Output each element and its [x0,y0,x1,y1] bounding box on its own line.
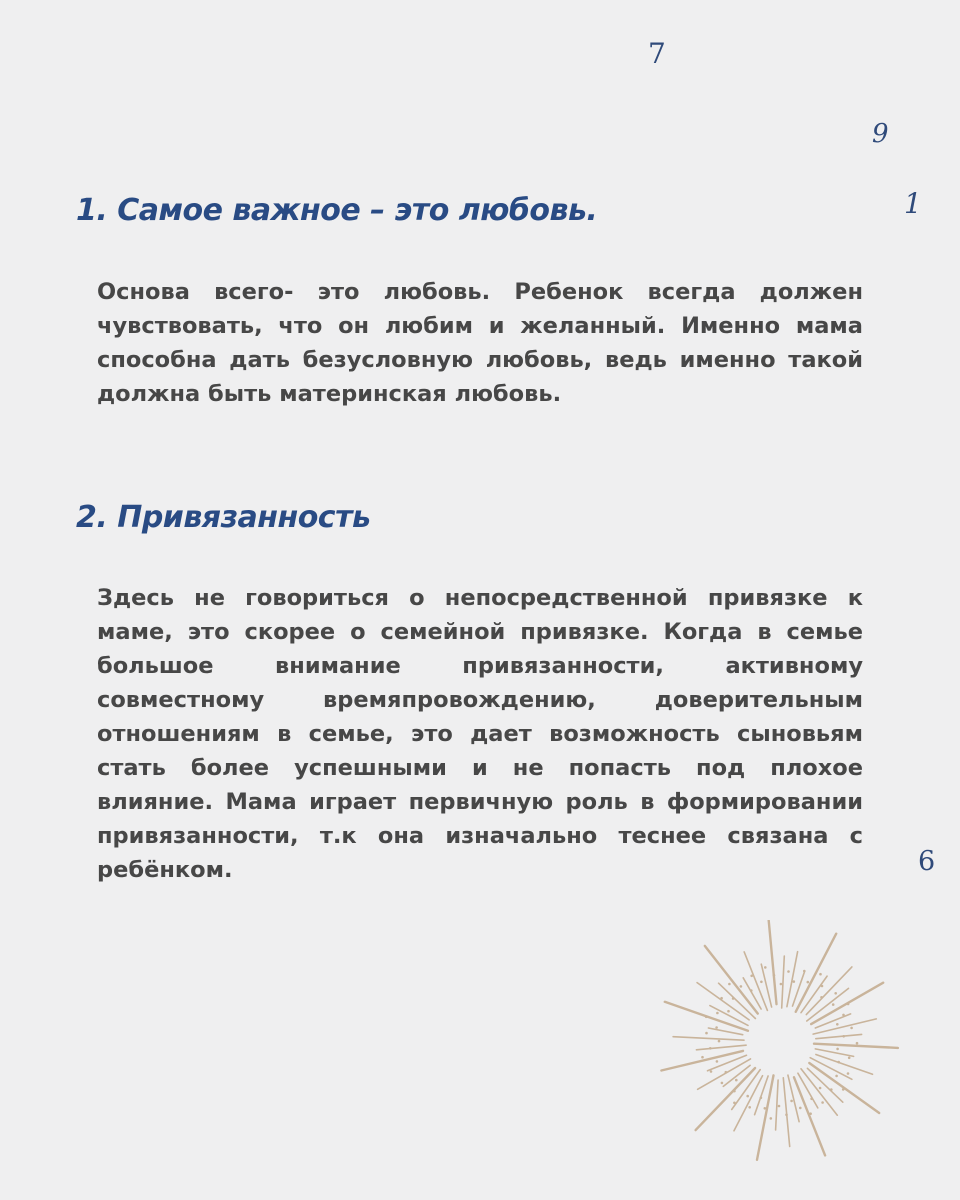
sunburst-dot [835,1075,838,1078]
sunburst-ray [788,1075,799,1122]
sunburst-dot [842,1088,845,1091]
sunburst-dot [785,1113,788,1116]
sunburst-dot [842,1014,845,1017]
sunburst-dot [750,975,753,978]
sunburst-dot [799,1107,802,1110]
sunburst-dot [746,1095,749,1098]
sunburst-dot [740,985,743,988]
sunburst-dot [732,997,735,1000]
sunburst-dot [709,1047,712,1050]
sunburst-dot [710,1070,713,1073]
sunburst-dot [773,974,776,977]
sunburst-dot [735,1079,738,1082]
sunburst-dot [748,1106,751,1109]
sunburst-dot [720,997,723,1000]
sunburst-dot [820,996,823,999]
sunburst-dot [733,1102,736,1105]
decorative-number-1: 1 [904,187,922,220]
sunburst-dot [733,1090,736,1093]
sunburst-ray [673,1037,744,1041]
sunburst-ray [776,1080,779,1130]
decorative-number-9: 9 [872,119,889,149]
sunburst-ray [813,1019,876,1034]
sunburst-dot [778,1105,781,1108]
sunburst-dot [764,1107,767,1110]
sunburst-ray [696,1068,756,1130]
sunburst-ray [696,1045,746,1050]
sunburst-dot [819,973,822,976]
sunburst-ray [814,1044,898,1048]
sunburst-dot [701,1056,704,1059]
sunburst-dot [705,1016,708,1019]
sunburst-dot [793,980,796,983]
sunburst-dot [836,1023,839,1026]
sunburst-ray [705,946,758,1014]
sunburst-dot [780,983,783,986]
sunburst-dot [790,1100,793,1103]
sunburst-dot [760,981,763,984]
sunburst-ray [708,1028,742,1035]
section-heading-attachment: 2. Привязанность [76,500,371,535]
sunburst-dot [847,1003,850,1006]
sunburst-dot [725,1071,728,1074]
sunburst-dot [810,1098,813,1101]
sunburst-dot [718,1040,721,1043]
sunburst-dot [728,983,731,986]
sunburst-dot [836,1048,839,1051]
decorative-number-7: 7 [648,37,666,70]
sunburst-dot [803,970,806,973]
sunburst-dot [809,1112,812,1115]
sunburst-icon [660,920,910,1180]
sunburst-ray [815,1049,853,1057]
sunburst-dot [716,1060,719,1063]
section-heading-love: 1. Самое важное – это любовь. [76,193,598,228]
sunburst-dot [764,966,767,969]
sunburst-dot [856,1042,859,1045]
sunburst-dot [830,1088,833,1091]
sunburst-dot [705,1032,708,1035]
sunburst-ray [793,971,805,1006]
sunburst-dot [837,1061,840,1064]
sunburst-dot [821,1101,824,1104]
sunburst-dot [770,1117,773,1120]
sunburst-dot [834,992,837,995]
sunburst-dot [750,989,753,992]
sunburst-ray [796,934,837,1012]
sunburst-ray [816,1034,862,1038]
section-text-love: Основа всего- это любовь. Ребенок всегда должен чувствовать, что он любим и желанный. Именно мама способна дать безусловную любовь, ведь именно такой должна быть материнская любовь. [97,279,863,407]
section-text-attachment: Здесь не говориться о непосредственной привязке к маме, это скорее о семейной привязке. Когда в семье большое внимание привязанности, активному совместному времяпровождению, доверительным отношениям в семье, это дает возможность сыновьям стать более успешными и не попасть под плохое влияние. Мама играет первичную роль в формировании привязанности, т.к она изначально теснее связана с ребёнком. [97,585,863,883]
sunburst-dot [715,1026,718,1029]
sunburst-dot [727,1010,730,1013]
sunburst-dot [807,981,810,984]
sunburst-dot [848,1057,851,1060]
sunburst-dot [850,1027,853,1030]
sunburst-dot [842,1035,845,1038]
sunburst-dot [832,1003,835,1006]
sunburst-dot [716,1012,719,1015]
sunburst-dot [721,1082,724,1085]
sunburst-dot [847,1072,850,1075]
sunburst-dot [760,1097,763,1100]
sunburst-ray [769,921,777,1005]
sunburst-ray [743,978,761,1009]
sunburst-dot [819,1087,822,1090]
sunburst-ray [782,956,785,1008]
sunburst-ray [783,1078,789,1147]
sunburst-dot [821,985,824,988]
sunburst-dot [787,970,790,973]
decorative-number-6: 6 [918,846,936,877]
